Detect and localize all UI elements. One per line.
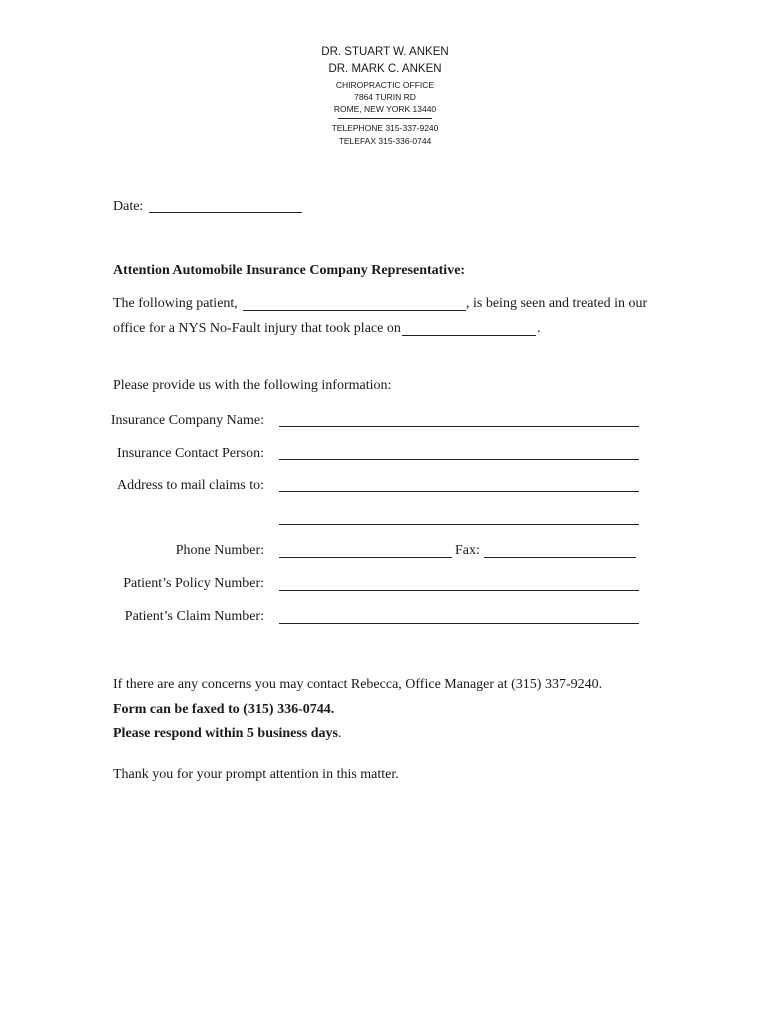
contact-person-label: Insurance Contact Person: bbox=[117, 446, 264, 461]
attention-heading: Attention Automobile Insurance Company Representative: bbox=[113, 263, 466, 278]
respond-note-line bbox=[113, 726, 341, 742]
claim-number-field[interactable] bbox=[279, 623, 639, 624]
letterhead-street: 7864 TURIN RD bbox=[354, 92, 416, 102]
fax-note: Form can be faxed to (315) 336-0744. bbox=[113, 702, 335, 717]
intro-text-4: . bbox=[537, 321, 541, 336]
contact-person-field[interactable] bbox=[279, 459, 639, 460]
provide-info-text: Please provide us with the following information: bbox=[113, 378, 392, 393]
intro-text-3: office for a NYS No-Fault injury that took place on bbox=[113, 321, 401, 336]
fax-field[interactable] bbox=[484, 557, 636, 558]
insurance-company-field[interactable] bbox=[279, 426, 639, 427]
policy-number-field[interactable] bbox=[279, 590, 639, 591]
respond-period: . bbox=[337, 726, 342, 741]
letterhead-doctor-1: DR. STUART W. ANKEN bbox=[321, 46, 449, 58]
patient-name-field[interactable] bbox=[243, 310, 466, 311]
phone-field[interactable] bbox=[279, 557, 452, 558]
thanks-note: Thank you for your prompt attention in this matter. bbox=[113, 767, 399, 782]
claim-number-label: Patient’s Claim Number: bbox=[124, 609, 264, 624]
letterhead-doctor-2: DR. MARK C. ANKEN bbox=[328, 63, 442, 75]
injury-date-field[interactable] bbox=[402, 335, 536, 336]
fax-label: Fax: bbox=[455, 543, 480, 558]
date-label: Date: bbox=[113, 199, 144, 214]
respond-note: Please respond within 5 business days bbox=[113, 726, 338, 741]
letterhead-city: ROME, NEW YORK 13440 bbox=[333, 104, 437, 114]
phone-label: Phone Number: bbox=[175, 543, 264, 558]
letterhead-telephone: TELEPHONE 315-337-9240 bbox=[331, 123, 439, 133]
letterhead-divider bbox=[338, 118, 432, 119]
address-field-line-2[interactable] bbox=[279, 524, 639, 525]
intro-text-2: , is being seen and treated in our bbox=[466, 296, 648, 311]
policy-number-label: Patient’s Policy Number: bbox=[123, 576, 264, 591]
address-field-line-1[interactable] bbox=[279, 491, 639, 492]
address-label: Address to mail claims to: bbox=[117, 478, 264, 493]
contact-note: If there are any concerns you may contact Rebecca, Office Manager at (315) 337-9240. bbox=[113, 677, 603, 692]
letterhead-telefax: TELEFAX 315-336-0744 bbox=[338, 136, 432, 146]
insurance-company-label: Insurance Company Name: bbox=[110, 413, 264, 428]
intro-text-1: The following patient, bbox=[113, 296, 238, 311]
date-field[interactable] bbox=[149, 212, 302, 213]
letterhead-office: CHIROPRACTIC OFFICE bbox=[335, 80, 435, 90]
